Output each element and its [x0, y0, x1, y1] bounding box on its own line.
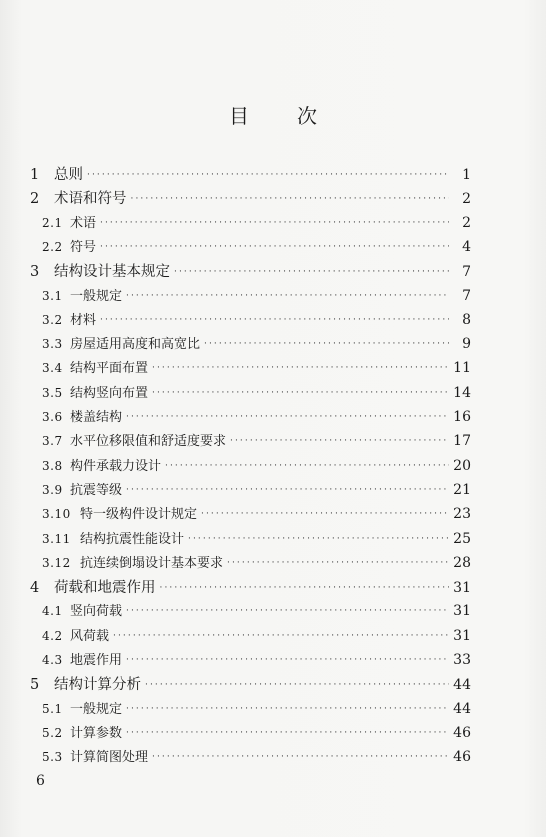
toc-entry-title: 术语: [70, 215, 97, 231]
toc-entry-title: 结构计算分析: [54, 677, 141, 694]
toc-entry-number: 3.2: [42, 312, 63, 327]
title-char-right: 次: [297, 104, 317, 128]
toc-entry-title: 一般规定: [70, 288, 123, 304]
toc-entry-title: 抗连续倒塌设计基本要求: [80, 555, 224, 571]
toc-entry-page: 28: [453, 554, 471, 571]
toc-entry-title: 抗震等级: [70, 482, 123, 498]
toc-section-entry[interactable]: [42, 479, 471, 498]
toc-entry-number: 3: [30, 264, 40, 281]
page-number: 6: [36, 773, 45, 789]
toc-entry-page: 21: [453, 481, 471, 498]
toc-section-entry[interactable]: [42, 236, 471, 255]
toc-entry-number: 1: [30, 167, 40, 183]
toc-entry-number: 3.7: [42, 434, 63, 449]
dot-leader: [227, 558, 449, 568]
toc-entry-number: 3.4: [42, 361, 63, 376]
toc-entry-page: 11: [453, 360, 471, 377]
toc-section-entry[interactable]: [42, 649, 471, 668]
toc-entry-page: 31: [453, 603, 471, 620]
toc-section-entry[interactable]: [42, 455, 471, 474]
toc-entry-title: 构件承载力设计: [70, 458, 162, 474]
toc-entry-title: 荷载和地震作用: [54, 580, 156, 597]
toc-entry-title: 结构设计基本规定: [54, 264, 170, 281]
toc-chapter-entry[interactable]: [30, 576, 471, 597]
toc-entry-number: 3.6: [42, 410, 63, 424]
dot-leader: [165, 461, 449, 471]
title-char-left: 目: [229, 104, 249, 128]
toc-section-entry[interactable]: [42, 625, 471, 644]
toc-entry-title: 风荷载: [70, 628, 110, 644]
toc-entry-number: 3.10: [42, 507, 71, 522]
toc-section-entry[interactable]: [42, 698, 471, 717]
toc-entry-title: 结构竖向布置: [70, 385, 149, 401]
toc-entry-title: 房屋适用高度和高宽比: [70, 337, 201, 353]
toc-entry-page: 16: [453, 409, 471, 425]
toc-entry-page: 14: [453, 384, 471, 401]
toc-entry-number: 3.9: [42, 482, 63, 497]
dot-leader: [126, 291, 449, 301]
toc-entry-number: 4: [30, 580, 40, 597]
dot-leader: [126, 412, 449, 422]
dot-leader: [87, 170, 449, 180]
toc-entry-number: 3.3: [42, 337, 63, 352]
toc-entry-page: 20: [453, 457, 471, 474]
toc-entry-page: 7: [462, 287, 471, 304]
toc-chapter-entry[interactable]: [30, 260, 471, 281]
toc-entry-title: 术语和符号: [54, 191, 127, 208]
dot-leader: [204, 339, 449, 349]
dot-leader: [160, 583, 450, 593]
toc-entry-number: 3.1: [42, 288, 63, 303]
toc-entry-page: 1: [462, 167, 471, 183]
toc-section-entry[interactable]: [42, 552, 471, 571]
toc-entry-number: 4.2: [42, 628, 63, 643]
dot-leader: [152, 363, 449, 373]
toc-entry-title: 符号: [70, 239, 97, 255]
toc-section-entry[interactable]: [42, 600, 471, 619]
dot-leader: [145, 680, 449, 690]
toc-entry-number: 2: [30, 191, 40, 208]
toc-entry-number: 5.2: [42, 725, 63, 740]
toc-entry-number: 3.5: [42, 385, 63, 400]
dot-leader: [131, 194, 450, 204]
toc-entry-page: 25: [453, 530, 471, 547]
dot-leader: [201, 509, 449, 519]
dot-leader: [126, 704, 449, 714]
page-title: [0, 100, 546, 129]
dot-leader: [174, 267, 449, 277]
toc-entry-number: 5.3: [42, 750, 63, 765]
toc-entry-number: 4.3: [42, 653, 63, 667]
toc-section-entry[interactable]: [42, 406, 471, 425]
toc-entry-title: 材料: [70, 312, 97, 328]
toc-chapter-entry[interactable]: [30, 163, 471, 184]
toc-section-entry[interactable]: [42, 746, 471, 765]
toc-entry-number: 3.8: [42, 458, 63, 473]
toc-entry-number: 2.2: [42, 239, 63, 254]
toc-entry-title: 计算简图处理: [70, 750, 149, 766]
toc-entry-page: 17: [453, 433, 471, 450]
toc-entry-page: 33: [453, 652, 471, 668]
toc-entry-number: 2.1: [42, 215, 63, 230]
toc-entry-number: 3.12: [42, 555, 71, 570]
toc-section-entry[interactable]: [42, 357, 471, 376]
dot-leader: [126, 655, 449, 665]
toc-entry-number: 5.1: [42, 701, 63, 716]
toc-entry-page: 46: [453, 724, 471, 741]
dot-leader: [126, 728, 449, 738]
toc-section-entry[interactable]: [42, 503, 471, 522]
toc-entry-page: 9: [462, 336, 471, 353]
toc-entry-page: 23: [453, 506, 471, 523]
toc-section-entry[interactable]: [42, 382, 471, 401]
toc-entry-title: 结构平面布置: [70, 361, 149, 377]
toc-chapter-entry[interactable]: [30, 187, 471, 208]
toc-section-entry[interactable]: [42, 430, 471, 449]
toc-entry-number: 3.11: [42, 531, 71, 546]
toc-entry-page: 44: [453, 700, 471, 717]
dot-leader: [100, 242, 449, 252]
toc-entry-title: 地震作用: [70, 653, 123, 668]
dot-leader: [100, 218, 449, 228]
toc-entry-page: 31: [453, 627, 471, 644]
toc-section-entry[interactable]: [42, 333, 471, 352]
toc-section-entry[interactable]: [42, 528, 471, 547]
toc-entry-title: 竖向荷载: [70, 604, 123, 620]
toc-entry-page: 2: [462, 191, 471, 208]
toc-entry-page: 31: [453, 580, 471, 597]
toc-section-entry[interactable]: [42, 722, 471, 741]
toc-entry-title: 结构抗震性能设计: [80, 531, 185, 547]
toc-entry-page: 44: [453, 677, 471, 694]
dot-leader: [152, 388, 449, 398]
toc-entry-page: 8: [462, 311, 471, 328]
toc-entry-page: 4: [462, 238, 471, 255]
dot-leader: [126, 485, 449, 495]
dot-leader: [113, 631, 449, 641]
toc-entry-page: 46: [453, 749, 471, 766]
toc-entry-title: 一般规定: [70, 701, 123, 717]
toc-entry-number: 4.1: [42, 604, 63, 619]
toc-entry-title: 计算参数: [70, 725, 123, 741]
dot-leader: [126, 606, 449, 616]
dot-leader: [100, 315, 449, 325]
dot-leader: [152, 752, 449, 762]
toc-entry-number: 5: [30, 677, 40, 694]
toc-entry-title: 水平位移限值和舒适度要求: [70, 434, 227, 450]
toc-entry-page: 7: [462, 264, 471, 281]
toc-entry-title: 楼盖结构: [70, 410, 123, 425]
toc-entry-title: 特一级构件设计规定: [80, 507, 198, 523]
dot-leader: [188, 534, 449, 544]
dot-leader: [230, 436, 449, 446]
toc-section-entry[interactable]: [42, 285, 471, 304]
toc-chapter-entry[interactable]: [30, 673, 471, 694]
toc-section-entry[interactable]: [42, 212, 471, 231]
toc-section-entry[interactable]: [42, 309, 471, 328]
toc-entry-title: 总则: [54, 167, 83, 183]
toc-entry-page: 2: [462, 214, 471, 231]
